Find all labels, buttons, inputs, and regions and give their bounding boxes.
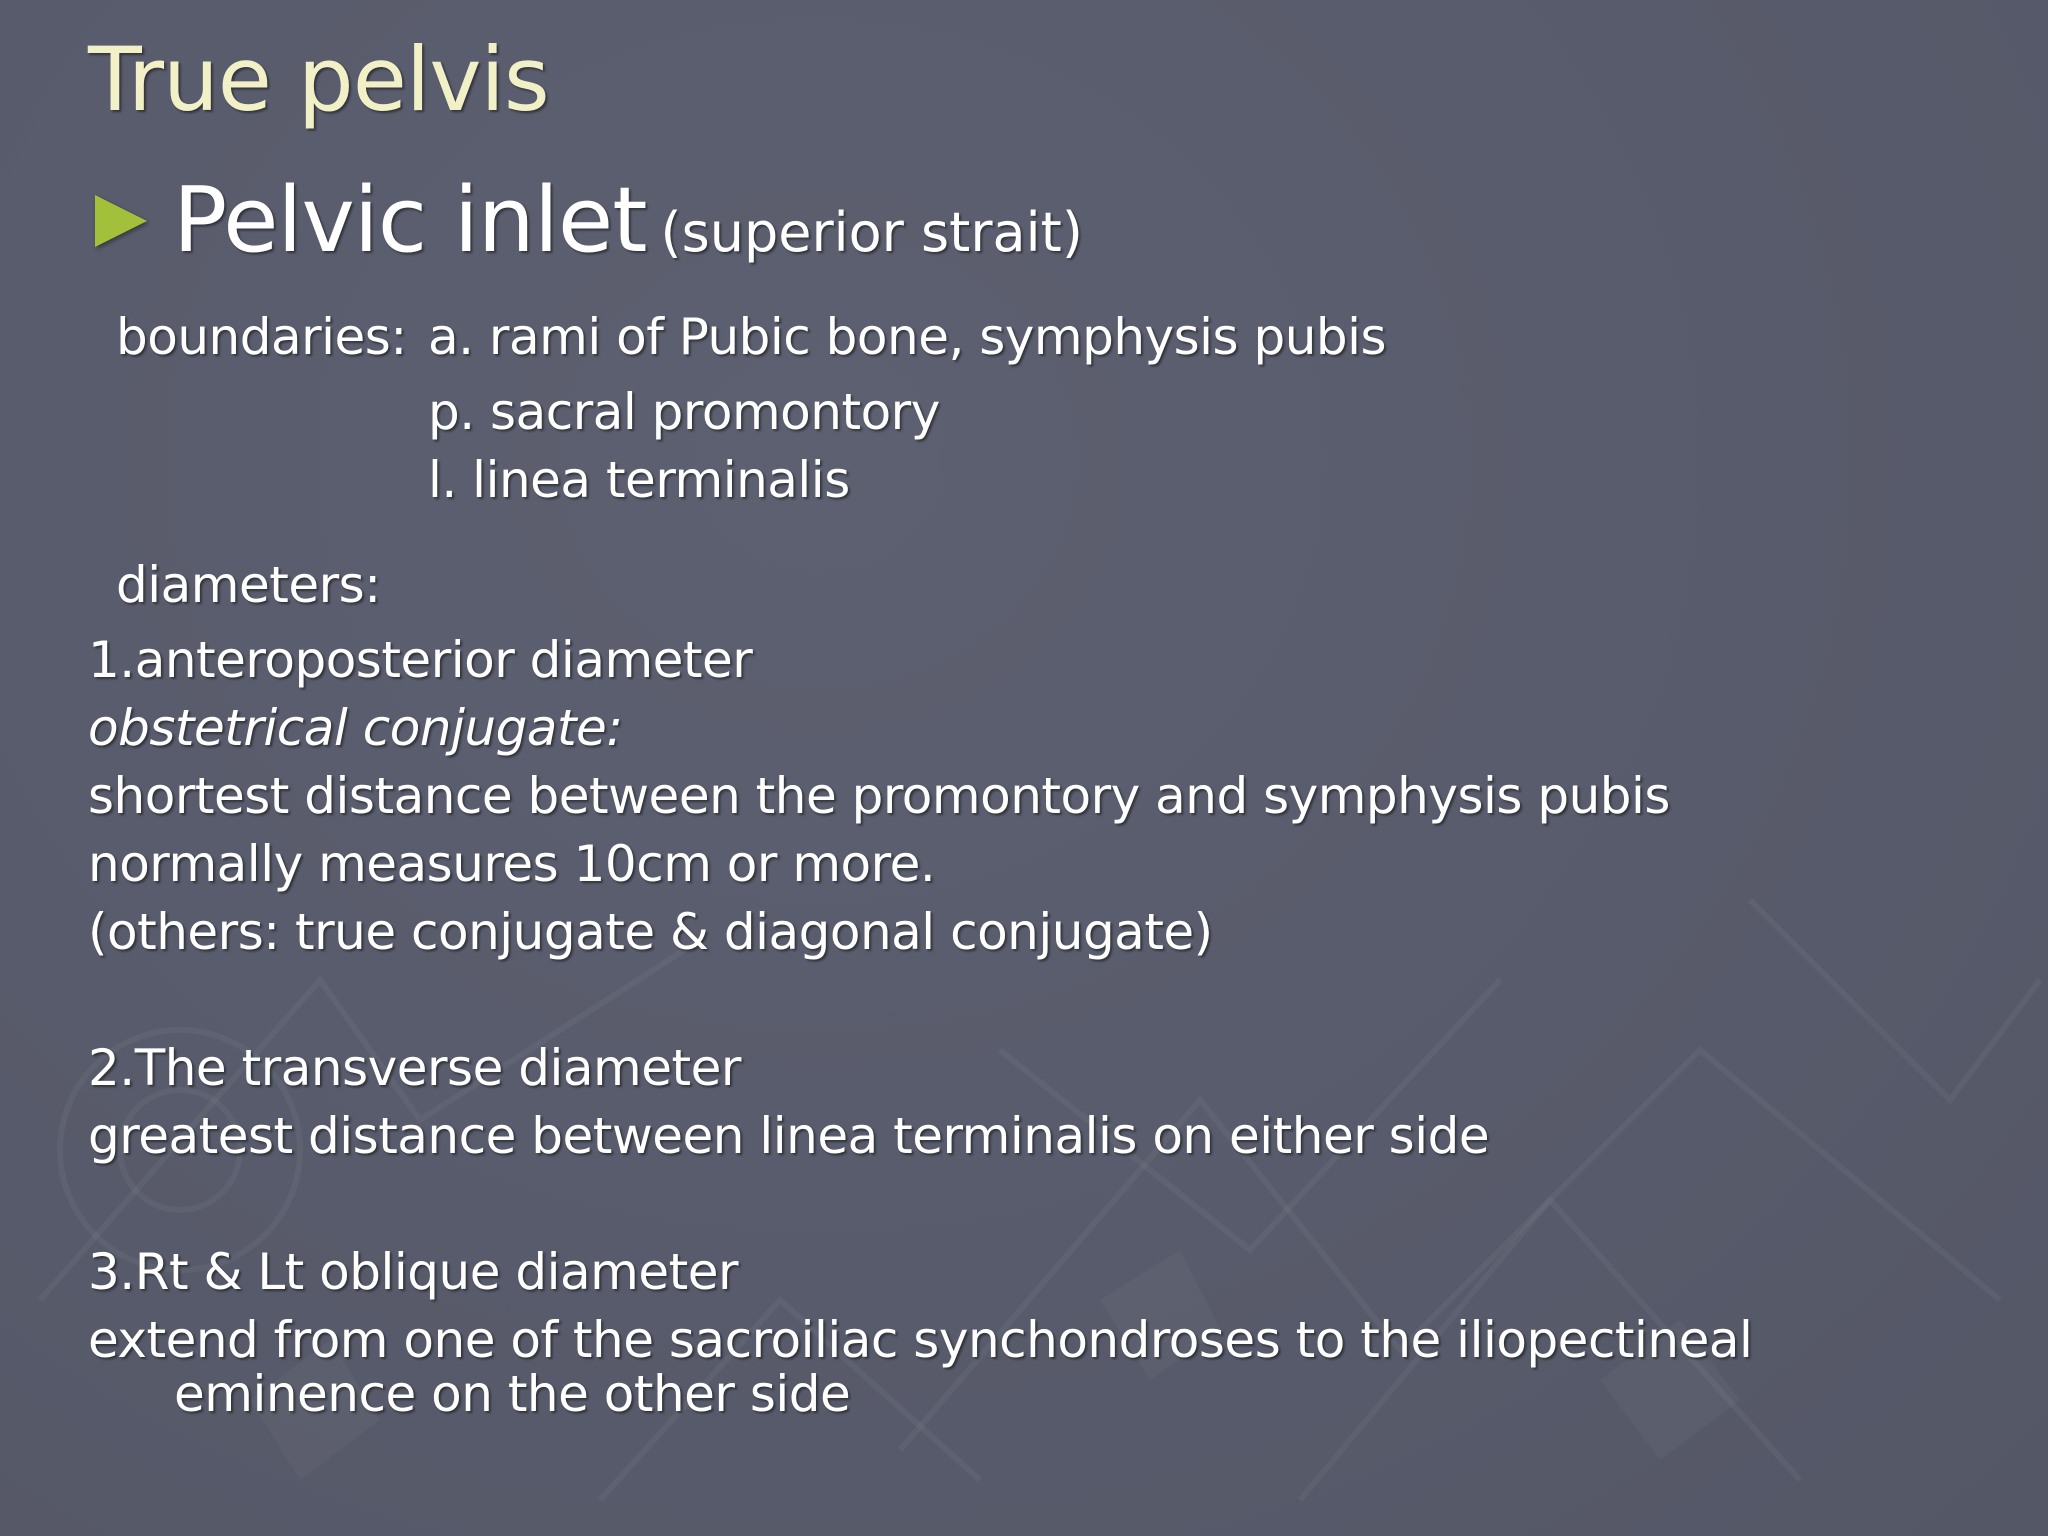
obstetrical-conjugate-term: obstetrical conjugate:	[88, 699, 623, 757]
anteroposterior-line-3: (others: true conjugate & diagonal conjugate)	[88, 903, 1213, 961]
boundary-line-anterior: a. rami of Pubic bone, symphysis pubis	[428, 308, 1387, 366]
anteroposterior-line-2: normally measures 10cm or more.	[88, 835, 936, 893]
oblique-line-2: eminence on the other side	[174, 1365, 851, 1423]
anteroposterior-title: 1.anteroposterior diameter	[88, 631, 753, 689]
pelvic-inlet-heading	[95, 168, 1083, 273]
transverse-line: greatest distance between linea terminalis on either side	[88, 1107, 1490, 1165]
oblique-title: 3.Rt & Lt oblique diameter	[88, 1243, 739, 1301]
anteroposterior-line-1: shortest distance between the promontory and symphysis pubis	[88, 767, 1670, 825]
heading-text: Pelvic inlet	[173, 168, 647, 273]
boundaries-label: boundaries:	[116, 308, 407, 366]
transverse-title: 2.The transverse diameter	[88, 1039, 741, 1097]
slide-title: True pelvis	[88, 28, 549, 131]
heading-subtext: (superior strait)	[660, 201, 1083, 264]
diameters-label: diameters:	[116, 556, 381, 614]
boundary-line-lateral: l. linea terminalis	[428, 451, 850, 509]
boundary-line-posterior: p. sacral promontory	[428, 383, 940, 441]
oblique-line-1: extend from one of the sacroiliac synchondroses to the iliopectineal	[88, 1311, 1753, 1369]
triangle-bullet-icon	[95, 195, 147, 247]
